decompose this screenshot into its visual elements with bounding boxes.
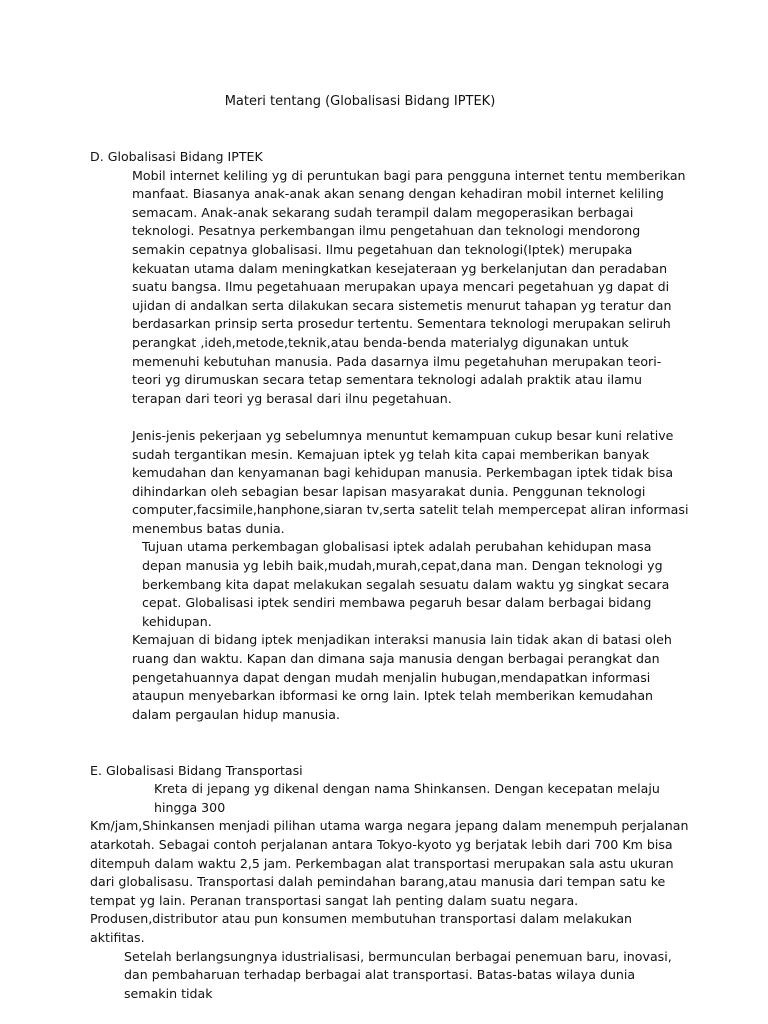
paragraph: Tujuan utama perkembagan globalisasi iptek adalah perubahan kehidupan masa depan manusia yg lebih baik,mudah,murah,cepat,dana man. Dengan teknologi yg berkembang kita dapat melakukan segalah sesuatu dalam waktu yg singkat secara cepat. Globalisasi iptek sendiri membawa pegaruh besar dalam berbagai bidang kehidupan.	[142, 539, 670, 629]
paragraph: Setelah berlangsungnya idustrialisasi, bermunculan berbagai penemuan baru, inovasi, dan pembaharuan terhadap berbagai alat transportasi. Batas-batas wilaya dunia semakin tidak	[124, 948, 672, 1001]
document-title: Materi tentang (Globalisasi Bidang IPTEK)	[224, 94, 496, 109]
section-e-heading: E. Globalisasi Bidang Transportasi	[90, 762, 303, 778]
paragraph: Km/jam,Shinkansen menjadi pilihan utama warga negara jepang dalam menempuh perjalanan atarkotah. Sebagai contoh perjalanan antara Tokyo-kyoto yg berjatak lebih dari 700 Km bisa ditempuh dalam waktu 2,5 jam. Perkembagan alat transportasi merupakan sala astu ukuran dari globalisasu. Transportasi dalah pemindahan barang,atau manusia dari tempan satu ke tempat yg lain. Peranan transportasi sangat lah penting dalam suatu negara. Produsen,distributor atau pun konsumen membutuhan transportasi dalam melakukan aktifitas.	[90, 818, 689, 945]
document-body	[90, 148, 690, 1003]
paragraph: Jenis-jenis pekerjaan yg sebelumnya menuntut kemampuan cukup besar kuni relative sudah tergantikan mesin. Kemajuan iptek yg telah kita capai memberikan banyak kemudahan dan kenyamanan bagi kehidupan manusia. Perkembagan iptek tidak bisa dihindarkan oleh sebagian besar lapisan masyarakat dunia. Penggunan teknologi computer,facsimile,hanphone,siaran tv,serta satelit telah mempercepat aliran informasi menembus batas dunia.	[132, 427, 689, 536]
section-d-heading: D. Globalisasi Bidang IPTEK	[90, 149, 263, 164]
paragraph-spacer	[90, 408, 690, 427]
paragraph: Kemajuan di bidang iptek menjadikan interaksi manusia lain tidak akan di batasi oleh ruang dan waktu. Kapan dan dimana saja manusia dengan berbagai perangkat dan pengetahuannya dapat dengan mudah menjalin hubugan,mendapatkan informasi ataupun menyebarkan ibformasi ke orng lain. Iptek telah memberikan kemudahan dalam pergaulan hidup manusia.	[132, 632, 672, 722]
paragraph: Mobil internet keliling yg di peruntukan bagi para pengguna internet tentu memberikan manfaat. Biasanya anak-anak akan senang dengan kehadiran mobil internet keliling semacam. Anak-anak sekarang sudah terampil dalam megoperasikan berbagai teknologi. Pesatnya perkembangan ilmu pengetahuan dan teknologi mendorong semakin cepatnya globalisasi. Ilmu pegetahuan dan teknologi(Iptek) merupaka kekuatan utama dalam meningkatkan kesejateraan yg berkelanjutan dan peradaban suatu bangsa. Ilmu pegetahuaan merupakan upaya mencari pegetahuan yg dapat di ujidan di andalkan serta dilakukan secara sistemetis menurut tahapan yg teratur dan berdasarkan prinsip serta prosedur tertentu. Sementara teknologi merupakan seliruh perangkat ,ideh,metode,teknik,atau benda-benda materialyg digunakan untuk memenuhi kebutuhan manusia. Pada dasarnya ilmu pegetahuhan merupakan teori-teori yg dirumuskan secara tetap sementara teknologi adalah praktik atau ilamu terapan dari teori yg berasal dari ilnu pegetahuan.	[132, 167, 686, 406]
section-spacer	[90, 724, 690, 761]
paragraph: Kreta di jepang yg dikenal dengan nama Shinkansen. Dengan kecepatan melaju hingga 300	[154, 781, 660, 815]
